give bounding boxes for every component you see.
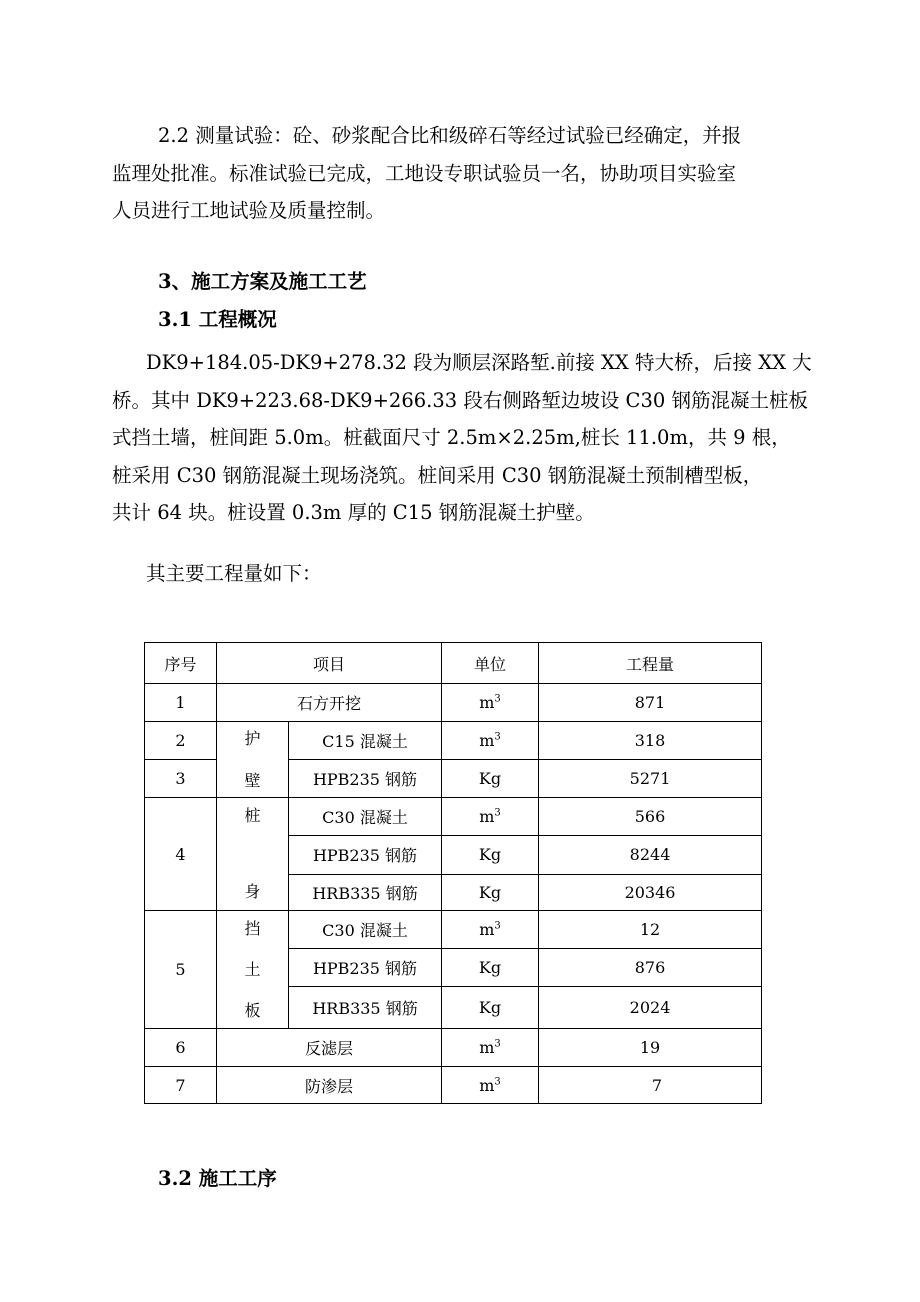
cell-qty: 19 [539,1029,762,1067]
cell-unit: Kg [442,949,539,987]
paragraph-3-1 [112,344,812,532]
header-item: 项目 [217,643,442,684]
cell-qty: 318 [539,722,762,760]
cell-no: 3 [145,760,217,798]
cell-qty: 20346 [539,874,762,910]
text-line: 其主要工程量如下： [146,562,322,585]
heading-section-3: 3、施工方案及施工工艺 [158,270,367,293]
cell-no: 7 [145,1067,217,1104]
unit-text: m [479,807,495,827]
cell-qty: 7 [539,1067,762,1104]
cell-unit: Kg [442,760,539,798]
cell-unit [442,722,539,760]
cell-item: C15 混凝土 [289,722,442,760]
unit-text: m [479,1075,495,1095]
table-row [145,798,762,836]
cell-qty: 8244 [539,836,762,874]
unit-text: m [479,693,495,712]
group-label-huabi [217,722,289,798]
cell-qty: 5271 [539,760,762,798]
cell-item: C30 混凝土 [289,798,442,836]
cell-qty: 12 [539,911,762,949]
table-row [145,722,762,760]
header-qty: 工程量 [539,643,762,684]
cell-qty: 566 [539,798,762,836]
cell-unit [442,798,539,836]
group-char: 土 [244,959,261,979]
unit-sup: 3 [494,920,501,932]
unit-sup: 3 [494,693,501,705]
table-row [145,911,762,949]
group-label-dangtuban [217,911,289,1029]
group-char: 身 [244,882,261,901]
unit-sup: 3 [494,1076,501,1088]
cell-qty: 2024 [539,987,762,1029]
unit-sup: 3 [494,807,501,819]
paragraph-2-2 [112,117,812,230]
text-line: 监理处批准。标准试验已完成，工地设专职试验员一名，协助项目实验室 [112,161,737,185]
table-row [145,1029,762,1067]
cell-no: 1 [145,684,217,722]
cell-unit [442,911,539,949]
cell-item: HPB235 钢筋 [289,836,442,874]
text-line: 共计 64 块。桩设置 0.3m 厚的 C15 钢筋混凝土护壁。 [112,501,595,524]
group-char: 壁 [244,770,261,790]
group-char: 护 [244,728,261,748]
group-char: 板 [244,1000,261,1020]
table-intro [146,555,846,593]
cell-qty: 871 [539,684,762,722]
cell-item: HRB335 钢筋 [289,987,442,1029]
cell-item: HPB235 钢筋 [289,949,442,987]
unit-sup: 3 [494,1038,501,1050]
cell-unit [442,1029,539,1067]
text-line: 桥。其中 DK9+223.68-DK9+266.33 段右侧路堑边坡设 C30 钢筋混凝土桩板 [112,388,808,412]
cell-unit [442,684,539,722]
group-label-zhuangshen [217,798,289,911]
cell-item: 石方开挖 [217,684,442,722]
quantities-table [144,642,762,1104]
cell-unit: Kg [442,874,539,910]
cell-no: 4 [145,798,217,911]
unit-text: m [479,1038,495,1057]
cell-unit: Kg [442,836,539,874]
heading-section-3-2: 3.2 施工工序 [158,1167,277,1190]
text-line: 桩采用 C30 钢筋混凝土现场浇筑。桩间采用 C30 钢筋混凝土预制槽型板， [112,463,763,487]
header-unit: 单位 [442,643,539,684]
unit-sup: 3 [494,731,501,743]
unit-text: m [479,920,495,939]
cell-no: 5 [145,911,217,1029]
group-char: 桩 [244,806,261,825]
text-line: 2.2 测量试验：砼、砂浆配合比和级碎石等经过试验已经确定，并报 [158,124,742,147]
table-row [145,1067,762,1104]
table-header-row [145,643,762,684]
cell-qty: 876 [539,949,762,987]
cell-no: 2 [145,722,217,760]
group-char: 挡 [244,918,261,938]
unit-text: m [479,731,495,750]
text-line: 式挡土墙，桩间距 5.0m。桩截面尺寸 2.5m×2.25m,桩长 11.0m，共 9 根， [112,426,791,449]
text-line: 人员进行工地试验及质量控制。 [112,199,386,222]
cell-unit [442,1067,539,1104]
cell-no: 6 [145,1029,217,1067]
cell-item: 防渗层 [217,1067,442,1104]
cell-item: HPB235 钢筋 [289,760,442,798]
cell-item: C30 混凝土 [289,911,442,949]
cell-item: 反滤层 [217,1029,442,1067]
cell-unit: Kg [442,987,539,1029]
text-line: DK9+184.05-DK9+278.32 段为顺层深路堑.前接 XX 特大桥，后接 XX 大 [146,351,812,374]
cell-item: HRB335 钢筋 [289,874,442,910]
heading-section-3-1: 3.1 工程概况 [158,308,277,331]
header-no: 序号 [145,643,217,684]
table-row [145,684,762,722]
